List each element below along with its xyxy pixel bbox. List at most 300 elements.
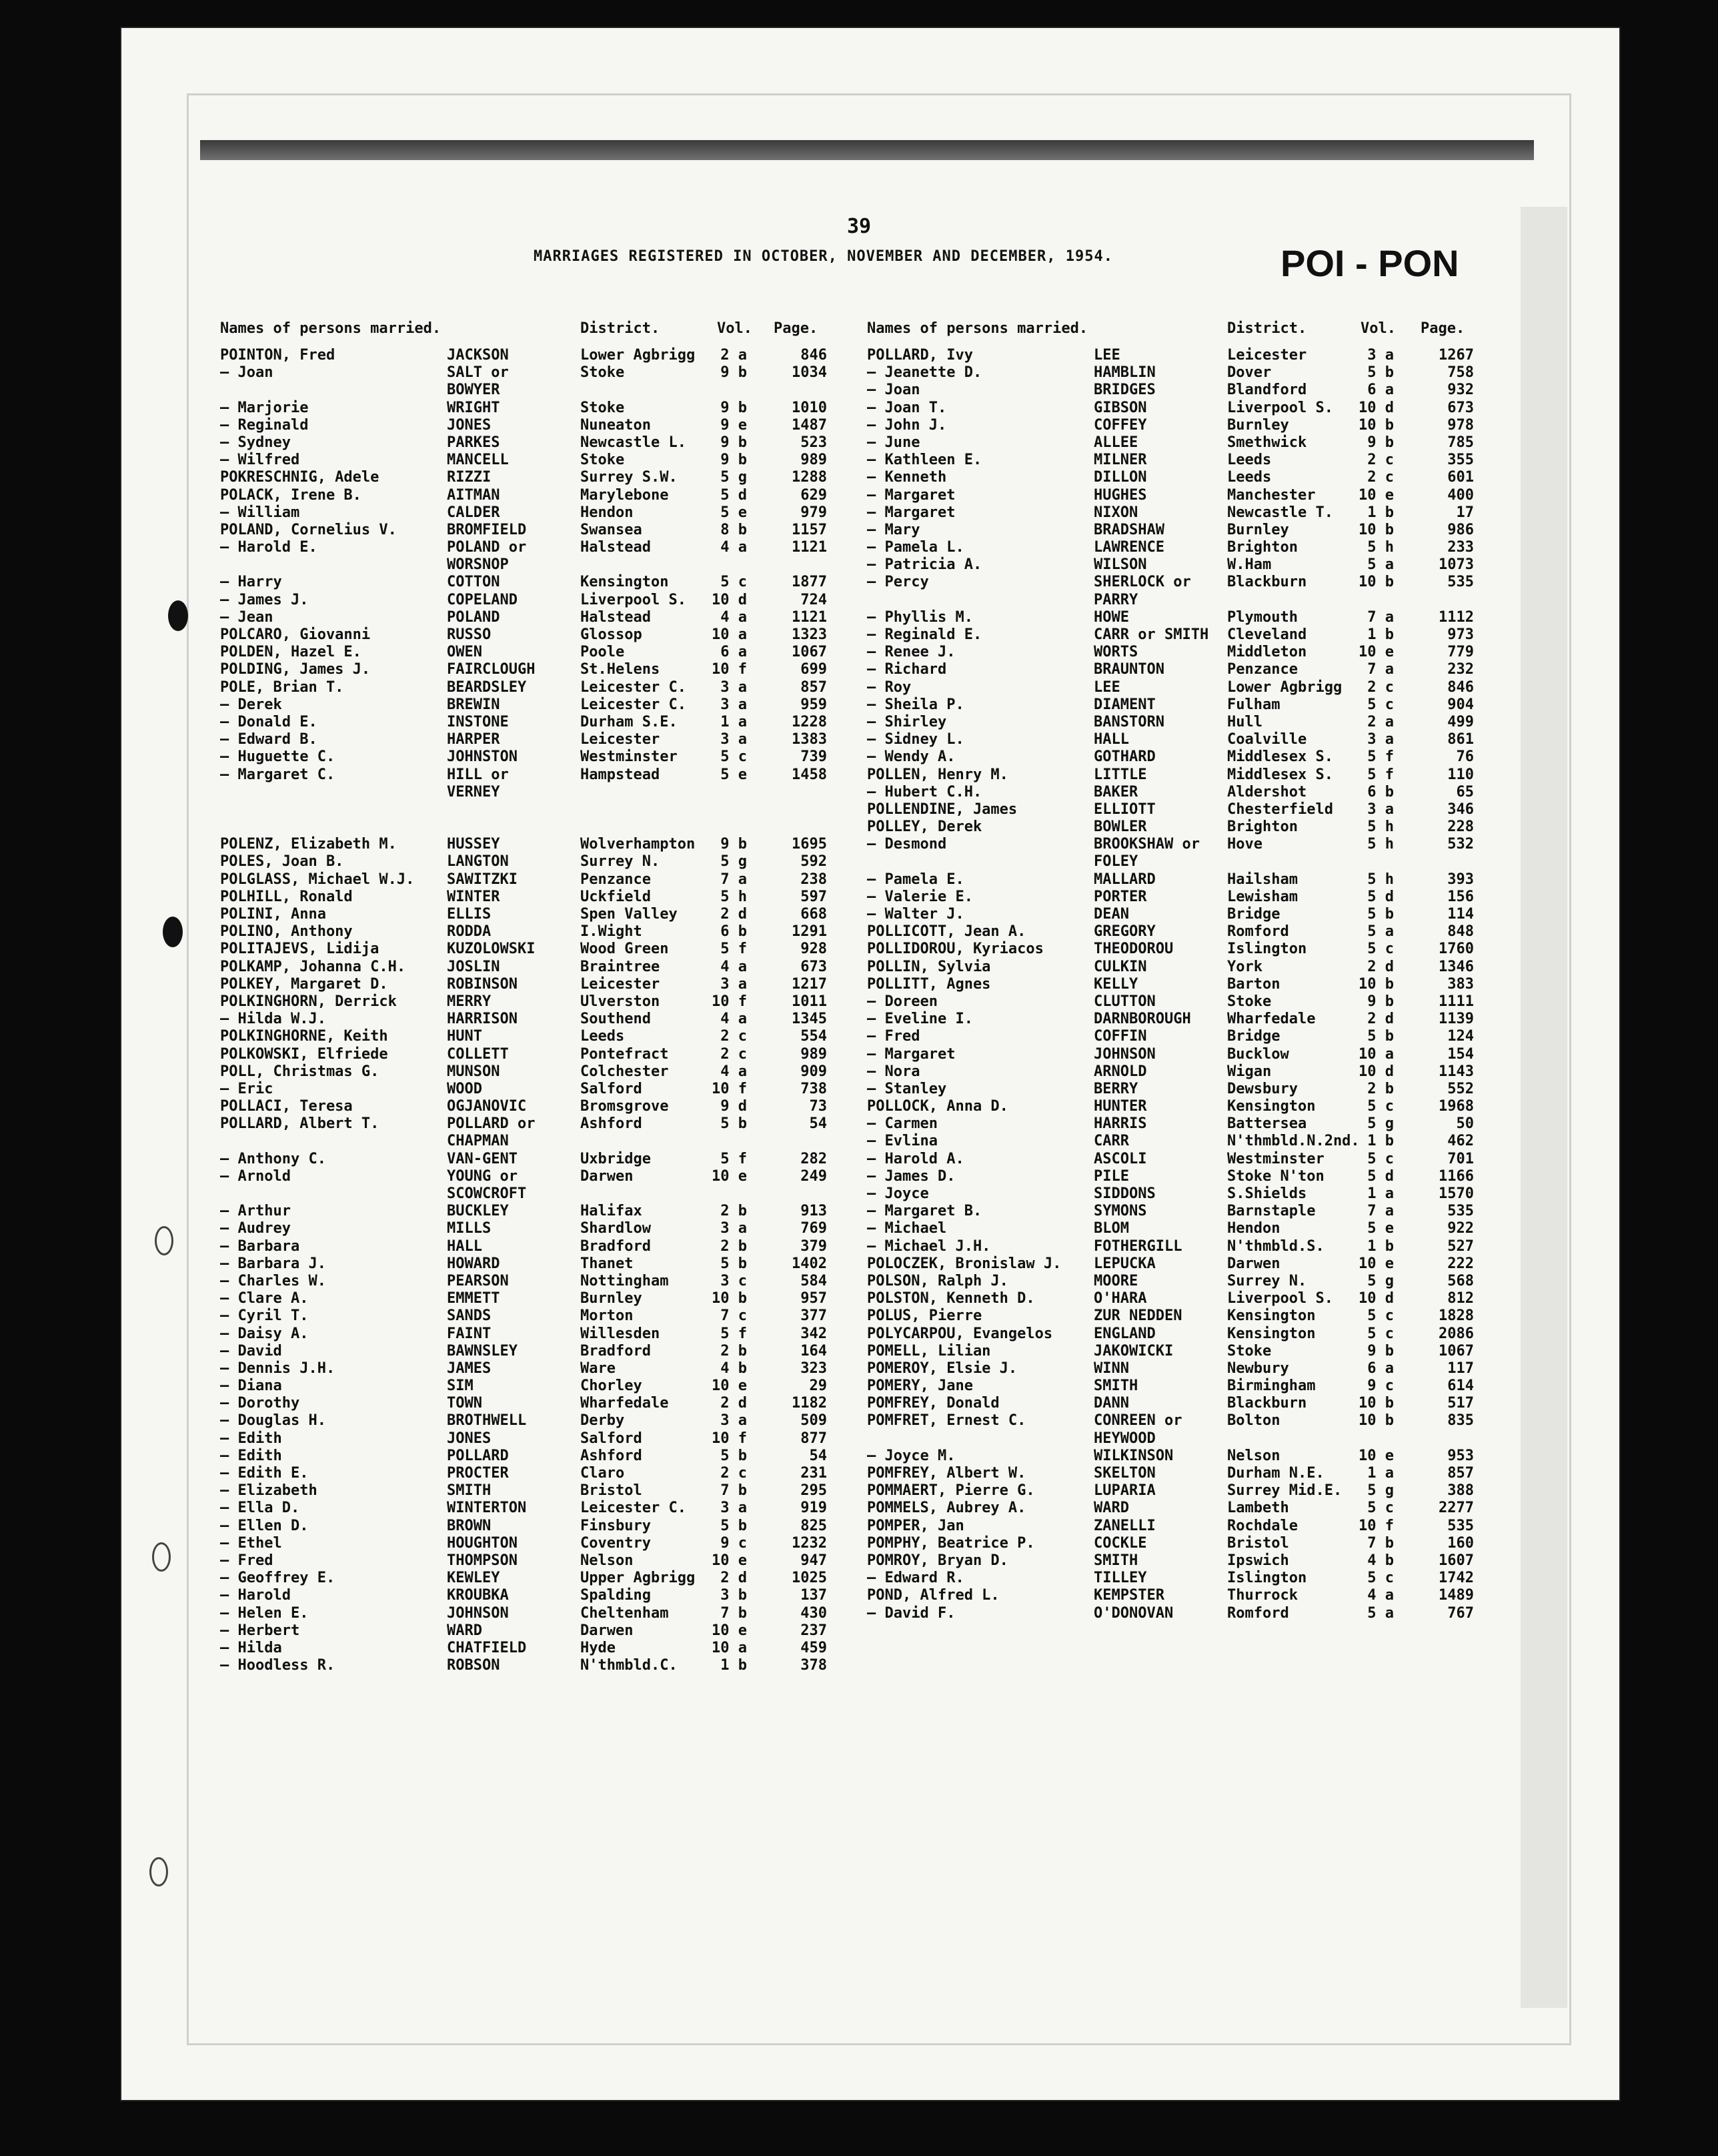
entry-district: Darwen <box>580 1167 634 1185</box>
entry-name: POMMELS, Aubrey A. <box>867 1500 1026 1517</box>
entry-page: 724 <box>800 591 827 608</box>
spouse-surname: PARRY <box>1094 591 1138 608</box>
entry-name: — Renee J. <box>867 644 956 661</box>
entry-name: POLLEN, Henry M. <box>867 766 1008 783</box>
entry-page: 1232 <box>792 1534 827 1552</box>
entry-district: Leicester <box>1227 347 1307 364</box>
entry-district: Braintree <box>580 958 660 975</box>
spouse-surname: POLLARD or <box>447 1115 536 1133</box>
entry-page: 1111 <box>1439 993 1474 1010</box>
entry-district: Salford <box>580 1080 642 1097</box>
entry-volume: 9 b <box>720 399 747 416</box>
spouse-surname: FOTHERGILL <box>1094 1237 1182 1255</box>
entry-district: Uxbridge <box>580 1150 651 1167</box>
spouse-surname: BAWNSLEY <box>447 1342 518 1360</box>
entry-name: — Clare A. <box>220 1290 309 1307</box>
spouse-surname: PARKES <box>447 434 500 451</box>
entry-volume: 5 c <box>720 574 747 591</box>
table-row <box>220 1045 827 1063</box>
spouse-surname: SCOWCROFT <box>447 1185 527 1202</box>
entry-district: Bradford <box>580 1237 651 1255</box>
spouse-surname: SIM <box>447 1378 474 1395</box>
table-row <box>220 1517 827 1535</box>
entry-district: Westminster <box>1227 1150 1325 1167</box>
entry-district: Newcastle L. <box>580 434 686 451</box>
entry-name: — Herbert <box>220 1622 300 1639</box>
spouse-surname: OGJANOVIC <box>447 1098 527 1115</box>
table-row <box>220 906 827 923</box>
entry-page: 110 <box>1447 766 1474 783</box>
entry-page: 848 <box>1447 923 1474 941</box>
table-row <box>867 1255 1481 1273</box>
spouse-surname: SHERLOCK or <box>1094 574 1191 591</box>
table-row <box>220 1360 827 1378</box>
entry-volume: 3 a <box>720 1220 747 1237</box>
table-row <box>867 434 1481 452</box>
entry-name: POMELL, Lilian <box>867 1342 991 1360</box>
entry-name: — Helen E. <box>220 1604 309 1622</box>
entry-volume: 5 b <box>1367 364 1394 382</box>
spouse-surname: HOUGHTON <box>447 1534 518 1552</box>
entry-volume: 4 a <box>720 1011 747 1028</box>
entry-district: Manchester <box>1227 486 1316 504</box>
entry-page: 1346 <box>1439 958 1474 975</box>
entry-district: Dewsbury <box>1227 1080 1298 1097</box>
spouse-surname: DILLON <box>1094 469 1147 486</box>
entry-page: 535 <box>1447 1517 1474 1534</box>
entry-volume: 9 b <box>1367 993 1394 1010</box>
entry-page: 1139 <box>1439 1011 1474 1028</box>
table-row <box>867 1430 1481 1448</box>
entry-page: 233 <box>1447 539 1474 556</box>
entry-name: — Percy <box>867 574 929 591</box>
entry-district: Hendon <box>1227 1220 1280 1237</box>
entry-name: — Hubert C.H. <box>867 783 982 800</box>
entry-name: POLKOWSKI, Elfriede <box>220 1045 388 1063</box>
entry-district: Ware <box>580 1360 616 1377</box>
spouse-surname: GIBSON <box>1094 399 1147 416</box>
table-row <box>220 1395 827 1412</box>
entry-volume: 10 f <box>712 1430 747 1447</box>
entry-district: Bridge <box>1227 906 1280 923</box>
entry-name: — Shirley <box>867 713 947 730</box>
entry-district: Salford <box>580 1430 642 1447</box>
entry-district: Romford <box>1227 1604 1289 1622</box>
entry-name: POLE, Brian T. <box>220 678 344 696</box>
table-row <box>220 382 820 399</box>
entry-volume: 1 b <box>1367 1133 1394 1150</box>
table-row <box>867 626 1481 644</box>
table-row <box>220 1378 827 1395</box>
entry-district: Chesterfield <box>1227 800 1333 818</box>
entry-volume: 9 b <box>720 836 747 853</box>
spouse-surname: BRADSHAW <box>1094 521 1164 538</box>
table-row <box>220 696 827 714</box>
entry-volume: 3 a <box>720 731 747 748</box>
spouse-surname: LEE <box>1094 347 1120 364</box>
entry-district: Romford <box>1227 923 1289 941</box>
entry-page: 668 <box>800 906 827 923</box>
entry-volume: 9 c <box>1367 1378 1394 1395</box>
header-names: Names of persons married. <box>220 320 442 337</box>
table-row <box>867 644 1481 661</box>
spouse-surname: BRIDGES <box>1094 382 1156 399</box>
entry-name: — John J. <box>867 416 947 434</box>
entry-volume: 7 a <box>720 871 747 888</box>
table-row <box>867 469 1481 486</box>
entry-name: POLSON, Ralph J. <box>867 1272 1008 1289</box>
spouse-surname: SKELTON <box>1094 1465 1156 1482</box>
entry-district: Spen Valley <box>580 906 678 923</box>
entry-district: Stoke <box>580 364 625 382</box>
entry-district: Bromsgrove <box>580 1098 669 1115</box>
entry-name: — Valerie E. <box>867 888 973 905</box>
entry-volume: 2 d <box>1367 958 1394 975</box>
entry-page: 156 <box>1447 888 1474 905</box>
entry-district: Hampstead <box>580 766 660 783</box>
entry-district: Rochdale <box>1227 1517 1298 1534</box>
table-row <box>220 1272 827 1290</box>
entry-volume: 2 b <box>720 1237 747 1255</box>
spouse-surname: NIXON <box>1094 504 1138 521</box>
table-row <box>220 993 827 1011</box>
table-row <box>220 1325 827 1343</box>
entry-volume: 10 b <box>1359 574 1394 591</box>
entry-district: Finsbury <box>580 1517 651 1534</box>
table-row <box>220 1622 827 1640</box>
entry-name: POLLENDINE, James <box>867 800 1018 818</box>
entry-page: 928 <box>800 941 827 958</box>
entry-page: 50 <box>1456 1115 1474 1133</box>
entry-volume: 5 c <box>1367 696 1394 713</box>
entry-district: Penzance <box>580 871 651 888</box>
spouse-surname: CLUTTON <box>1094 993 1156 1010</box>
entry-page: 989 <box>800 1045 827 1063</box>
entry-page: 846 <box>800 347 827 364</box>
spouse-surname: KUZOLOWSKI <box>447 941 536 958</box>
entry-page: 1121 <box>792 539 827 556</box>
entry-district: Aldershot <box>1227 783 1307 800</box>
entry-volume: 8 b <box>720 521 747 538</box>
entry-district: Leicester <box>580 731 660 748</box>
entry-name: POND, Alfred L. <box>867 1587 1000 1604</box>
spouse-surname: LEE <box>1094 678 1120 696</box>
entry-page: 932 <box>1447 382 1474 399</box>
entry-volume: 2 d <box>720 1570 747 1587</box>
spouse-surname: DANN <box>1094 1395 1129 1412</box>
entry-name: — Barbara J. <box>220 1255 326 1272</box>
spouse-surname: BREWIN <box>447 696 500 713</box>
entry-volume: 3 a <box>720 678 747 696</box>
entry-district: Wigan <box>1227 1063 1272 1080</box>
table-row <box>867 1412 1481 1430</box>
table-row <box>220 678 827 696</box>
entry-volume: 5 g <box>1367 1272 1394 1289</box>
entry-district: Spalding <box>580 1587 651 1604</box>
entry-page: 1182 <box>792 1395 827 1412</box>
entry-name: — Jean <box>220 608 273 626</box>
entry-district: Lower Agbrigg <box>1227 678 1343 696</box>
table-row <box>867 1168 1481 1185</box>
entry-page: 73 <box>809 1098 827 1115</box>
entry-volume: 5 b <box>1367 1028 1394 1045</box>
entry-volume: 10 a <box>712 626 747 643</box>
entry-district: Pontefract <box>580 1045 669 1063</box>
entry-volume: 5 f <box>720 941 747 958</box>
table-row <box>867 1290 1481 1307</box>
spouse-surname: MALLARD <box>1094 871 1156 888</box>
table-row <box>220 416 827 434</box>
entry-page: 1487 <box>792 416 827 434</box>
entry-district: Morton <box>580 1307 634 1325</box>
entry-name: — Patricia A. <box>867 556 982 574</box>
spouse-surname: POLLARD <box>447 1447 509 1464</box>
column-header <box>220 320 820 347</box>
entry-name: — Joan <box>220 364 273 382</box>
entry-page: 65 <box>1456 783 1474 800</box>
entry-name: POLYCARPOU, Evangelos <box>867 1325 1053 1342</box>
table-row <box>220 1063 827 1081</box>
spouse-surname: POLAND or <box>447 539 527 556</box>
entry-page: 1157 <box>792 521 827 538</box>
entry-volume: 5 a <box>1367 1604 1394 1622</box>
spouse-surname: GOTHARD <box>1094 748 1156 766</box>
entry-district: Kensington <box>580 574 669 591</box>
table-row <box>220 975 827 993</box>
entry-name: — Arnold <box>220 1167 291 1185</box>
entry-name: POLKEY, Margaret D. <box>220 975 388 993</box>
page-number: 39 <box>846 215 872 238</box>
spouse-surname: BROTHWELL <box>447 1412 527 1430</box>
entry-page: 346 <box>1447 800 1474 818</box>
entry-volume: 5 h <box>1367 819 1394 836</box>
entry-page: 825 <box>800 1517 827 1534</box>
entry-district: Coalville <box>1227 731 1307 748</box>
binder-hole-icon <box>152 1542 171 1572</box>
entry-volume: 10 e <box>712 1378 747 1395</box>
entry-page: 857 <box>800 678 827 696</box>
entry-district: Coventry <box>580 1534 651 1552</box>
spouse-surname: SIDDONS <box>1094 1185 1156 1202</box>
entry-volume: 5 g <box>720 853 747 871</box>
entry-page: 922 <box>1447 1220 1474 1237</box>
spouse-surname: CHATFIELD <box>447 1639 527 1656</box>
spouse-surname: KEWLEY <box>447 1570 500 1587</box>
entry-volume: 1 b <box>1367 504 1394 521</box>
entry-page: 232 <box>1447 661 1474 678</box>
entry-name: — Huguette C. <box>220 748 335 766</box>
entry-name: POLL, Christmas G. <box>220 1063 379 1080</box>
table-row <box>867 1395 1481 1412</box>
entry-name: — Harry <box>220 574 282 591</box>
entry-volume: 3 a <box>1367 800 1394 818</box>
entry-name: — Margaret C. <box>220 766 335 783</box>
entry-district: Blandford <box>1227 382 1307 399</box>
entry-name: POLGLASS, Michael W.J. <box>220 871 415 888</box>
header-district: District. <box>580 320 660 337</box>
left-entries <box>220 347 827 1674</box>
entry-district: Bristol <box>580 1482 642 1500</box>
entry-page: 1121 <box>792 608 827 626</box>
entry-page: 523 <box>800 434 827 451</box>
entry-district: N'thmbld.S. <box>1227 1237 1325 1255</box>
entry-page: 835 <box>1447 1412 1474 1430</box>
table-row <box>867 1115 1481 1133</box>
table-row <box>220 521 827 539</box>
entry-volume: 10 a <box>712 1639 747 1656</box>
table-row <box>867 661 1481 678</box>
spouse-surname: BROMFIELD <box>447 521 527 538</box>
entry-name: — Douglas H. <box>220 1412 326 1430</box>
entry-name: — Margaret <box>867 504 956 521</box>
table-row <box>867 853 1481 871</box>
table-row <box>867 574 1481 591</box>
spouse-surname: CARR or SMITH <box>1094 626 1209 643</box>
entry-volume: 10 b <box>1359 521 1394 538</box>
right-column <box>867 320 1481 1622</box>
entry-name: — Derek <box>220 696 282 713</box>
table-row <box>220 539 827 556</box>
entry-volume: 1 a <box>720 713 747 730</box>
table-row <box>867 1185 1481 1203</box>
entry-page: 568 <box>1447 1272 1474 1289</box>
entry-district: Barton <box>1227 975 1280 993</box>
table-row <box>220 1167 827 1185</box>
spouse-surname: FOLEY <box>1094 853 1138 871</box>
entry-page: 1034 <box>792 364 827 382</box>
entry-volume: 5 f <box>720 1325 747 1342</box>
entry-page: 379 <box>800 1237 827 1255</box>
table-row <box>867 1203 1481 1220</box>
entry-name: — Hoodless R. <box>220 1657 335 1674</box>
table-row <box>867 1360 1481 1378</box>
entry-district: Burnley <box>580 1290 642 1307</box>
entry-page: 76 <box>1456 748 1474 766</box>
spouse-surname: BOWYER <box>447 382 500 399</box>
entry-volume: 5 c <box>1367 1098 1394 1115</box>
entry-name: — Edward B. <box>220 731 317 748</box>
entry-volume: 7 a <box>1367 1203 1394 1220</box>
entry-volume: 2 d <box>720 1395 747 1412</box>
table-row <box>220 452 827 469</box>
entry-name: — Fred <box>220 1552 273 1569</box>
table-row <box>867 714 1481 731</box>
entry-district: Leicester <box>580 975 660 993</box>
entry-name: — Phyllis M. <box>867 608 973 626</box>
entry-name: — Joan T. <box>867 399 947 416</box>
entry-page: 904 <box>1447 696 1474 713</box>
entry-district: Swansea <box>580 521 642 538</box>
spouse-surname: HILL or <box>447 766 509 783</box>
entry-volume: 9 b <box>1367 1342 1394 1360</box>
spouse-surname: EMMETT <box>447 1290 500 1307</box>
entry-name: POLENZ, Elizabeth M. <box>220 836 397 853</box>
entry-district: Blackburn <box>1227 1395 1307 1412</box>
table-row <box>220 347 827 364</box>
spouse-surname: DIAMENT <box>1094 696 1156 713</box>
spouse-surname: SAWITZKI <box>447 871 518 888</box>
entry-volume: 2 b <box>720 1342 747 1360</box>
spouse-surname: HARRISON <box>447 1011 518 1028</box>
entry-volume: 10 f <box>712 993 747 1010</box>
binder-hole-icon <box>163 917 183 947</box>
entry-name: POLLACI, Teresa <box>220 1098 353 1115</box>
table-row <box>867 1500 1481 1517</box>
entry-volume: 5 e <box>720 766 747 783</box>
table-row <box>220 958 827 976</box>
spouse-surname: SMITH <box>1094 1552 1138 1569</box>
entry-district: Leicester C. <box>580 696 686 713</box>
entry-district: Bristol <box>1227 1534 1289 1552</box>
entry-page: 323 <box>800 1360 827 1377</box>
entry-district: Lewisham <box>1227 888 1298 905</box>
spouse-surname: JOSLIN <box>447 958 500 975</box>
entry-district: Liverpool S. <box>580 591 686 608</box>
entry-district: Durham N.E. <box>1227 1465 1325 1482</box>
entry-name: — Richard <box>867 661 947 678</box>
entry-district: Battersea <box>1227 1115 1307 1133</box>
spouse-surname: O'DONOVAN <box>1094 1604 1174 1622</box>
entry-name: POMPER, Jan <box>867 1517 964 1534</box>
table-row <box>867 1151 1481 1168</box>
entry-district: Stoke N'ton <box>1227 1167 1325 1185</box>
entry-volume: 2 b <box>1367 1080 1394 1097</box>
table-row <box>220 871 827 889</box>
entry-name: — Marjorie <box>220 399 309 416</box>
table-row <box>867 959 1481 976</box>
table-row <box>220 469 827 486</box>
entry-district: Claro <box>580 1465 625 1482</box>
table-row <box>220 1237 827 1255</box>
table-row <box>220 941 827 958</box>
table-row <box>220 819 820 836</box>
entry-page: 919 <box>800 1500 827 1517</box>
entry-page: 29 <box>809 1378 827 1395</box>
entry-volume: 5 h <box>1367 871 1394 888</box>
entry-name: — Margaret B. <box>867 1203 982 1220</box>
entry-page: 400 <box>1447 486 1474 504</box>
entry-volume: 10 e <box>712 1167 747 1185</box>
entry-name: POLLICOTT, Jean A. <box>867 923 1026 941</box>
entry-volume: 6 b <box>720 923 747 941</box>
entry-district: Thurrock <box>1227 1587 1298 1604</box>
table-row <box>867 1535 1481 1552</box>
entry-page: 117 <box>1447 1360 1474 1377</box>
entry-page: 1402 <box>792 1255 827 1272</box>
entry-volume: 10 f <box>1359 1517 1394 1534</box>
entry-district: Ashford <box>580 1447 642 1464</box>
entry-page: 462 <box>1447 1133 1474 1150</box>
table-row <box>220 1342 827 1360</box>
table-row <box>867 452 1481 469</box>
entry-volume: 5 c <box>1367 941 1394 958</box>
entry-district: Darwen <box>580 1622 634 1639</box>
entry-page: 1067 <box>792 644 827 661</box>
entry-page: 738 <box>800 1080 827 1097</box>
entry-district: Lower Agbrigg <box>580 347 696 364</box>
entry-page: 554 <box>800 1028 827 1045</box>
entry-name: POLUS, Pierre <box>867 1307 982 1325</box>
table-row <box>867 1378 1481 1395</box>
entry-page: 846 <box>1447 678 1474 696</box>
spouse-surname: HUNT <box>447 1028 482 1045</box>
table-row <box>220 888 827 906</box>
entry-page: 973 <box>1447 626 1474 643</box>
table-row <box>867 1238 1481 1255</box>
entry-district: Blackburn <box>1227 574 1307 591</box>
entry-page: 1607 <box>1439 1552 1474 1569</box>
entry-name: — Harold <box>220 1587 291 1604</box>
